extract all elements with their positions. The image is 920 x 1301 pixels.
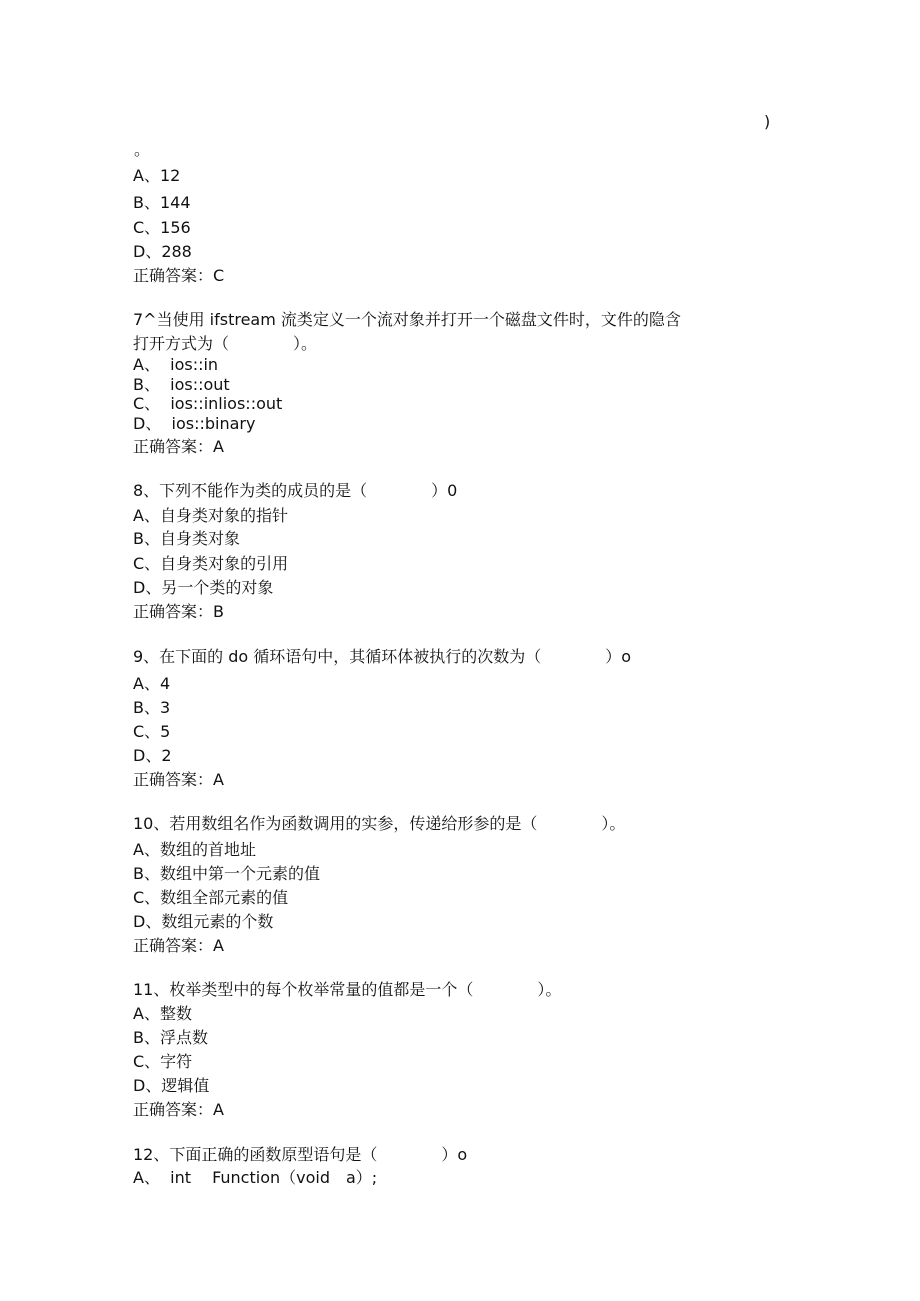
option-c: C、 ios::inlios::out [133, 394, 283, 413]
option-b: B、浮点数 [133, 1028, 208, 1047]
option-c: C、数组全部元素的值 [133, 888, 289, 907]
option-a: A、数组的首地址 [133, 840, 256, 859]
option-c: C、字符 [133, 1052, 193, 1071]
option-a: A、 int Function（void a）; [133, 1168, 378, 1187]
answer: 正确答案：C [133, 266, 225, 285]
option-b: B、自身类对象 [133, 529, 240, 548]
question-stem: 7^当使用 ifstream 流类定义一个流对象并打开一个磁盘文件时，文件的隐含 [133, 310, 681, 329]
option-a: A、整数 [133, 1004, 192, 1023]
option-a: A、12 [133, 166, 181, 185]
option-b: B、3 [133, 698, 171, 717]
option-d: D、逻辑值 [133, 1076, 210, 1095]
question-stem: 11、枚举类型中的每个枚举常量的值都是一个（ ）。 [133, 980, 562, 999]
question-stem: 12、下面正确的函数原型语句是（ ）o [133, 1145, 468, 1164]
option-a: A、 ios::in [133, 355, 219, 374]
question-stem: 8、下列不能作为类的成员的是（ ）0 [133, 481, 458, 500]
option-d: D、288 [133, 242, 192, 261]
answer: 正确答案：A [133, 1100, 224, 1119]
option-a: A、自身类对象的指针 [133, 506, 288, 525]
option-d: D、另一个类的对象 [133, 578, 274, 597]
answer: 正确答案：A [133, 936, 224, 955]
option-d: D、2 [133, 746, 172, 765]
option-c: C、156 [133, 218, 191, 237]
option-a: A、4 [133, 674, 171, 693]
continued-period: 。 [134, 140, 151, 159]
answer: 正确答案：A [133, 437, 224, 456]
option-c: C、自身类对象的引用 [133, 554, 289, 573]
answer: 正确答案：B [133, 602, 224, 621]
question-stem: 9、在下面的 do 循环语句中，其循环体被执行的次数为（ ）o [133, 647, 632, 666]
option-b: B、144 [133, 193, 191, 212]
option-d: D、数组元素的个数 [133, 912, 274, 931]
continued-closing-paren: ) [764, 112, 771, 131]
question-stem-continued: 打开方式为（ ）。 [133, 334, 318, 353]
option-b: B、 ios::out [133, 375, 230, 394]
option-c: C、5 [133, 722, 171, 741]
answer: 正确答案：A [133, 770, 224, 789]
option-b: B、数组中第一个元素的值 [133, 864, 320, 883]
option-d: D、 ios::binary [133, 414, 256, 433]
question-stem: 10、若用数组名作为函数调用的实参，传递给形参的是（ ）。 [133, 814, 626, 833]
